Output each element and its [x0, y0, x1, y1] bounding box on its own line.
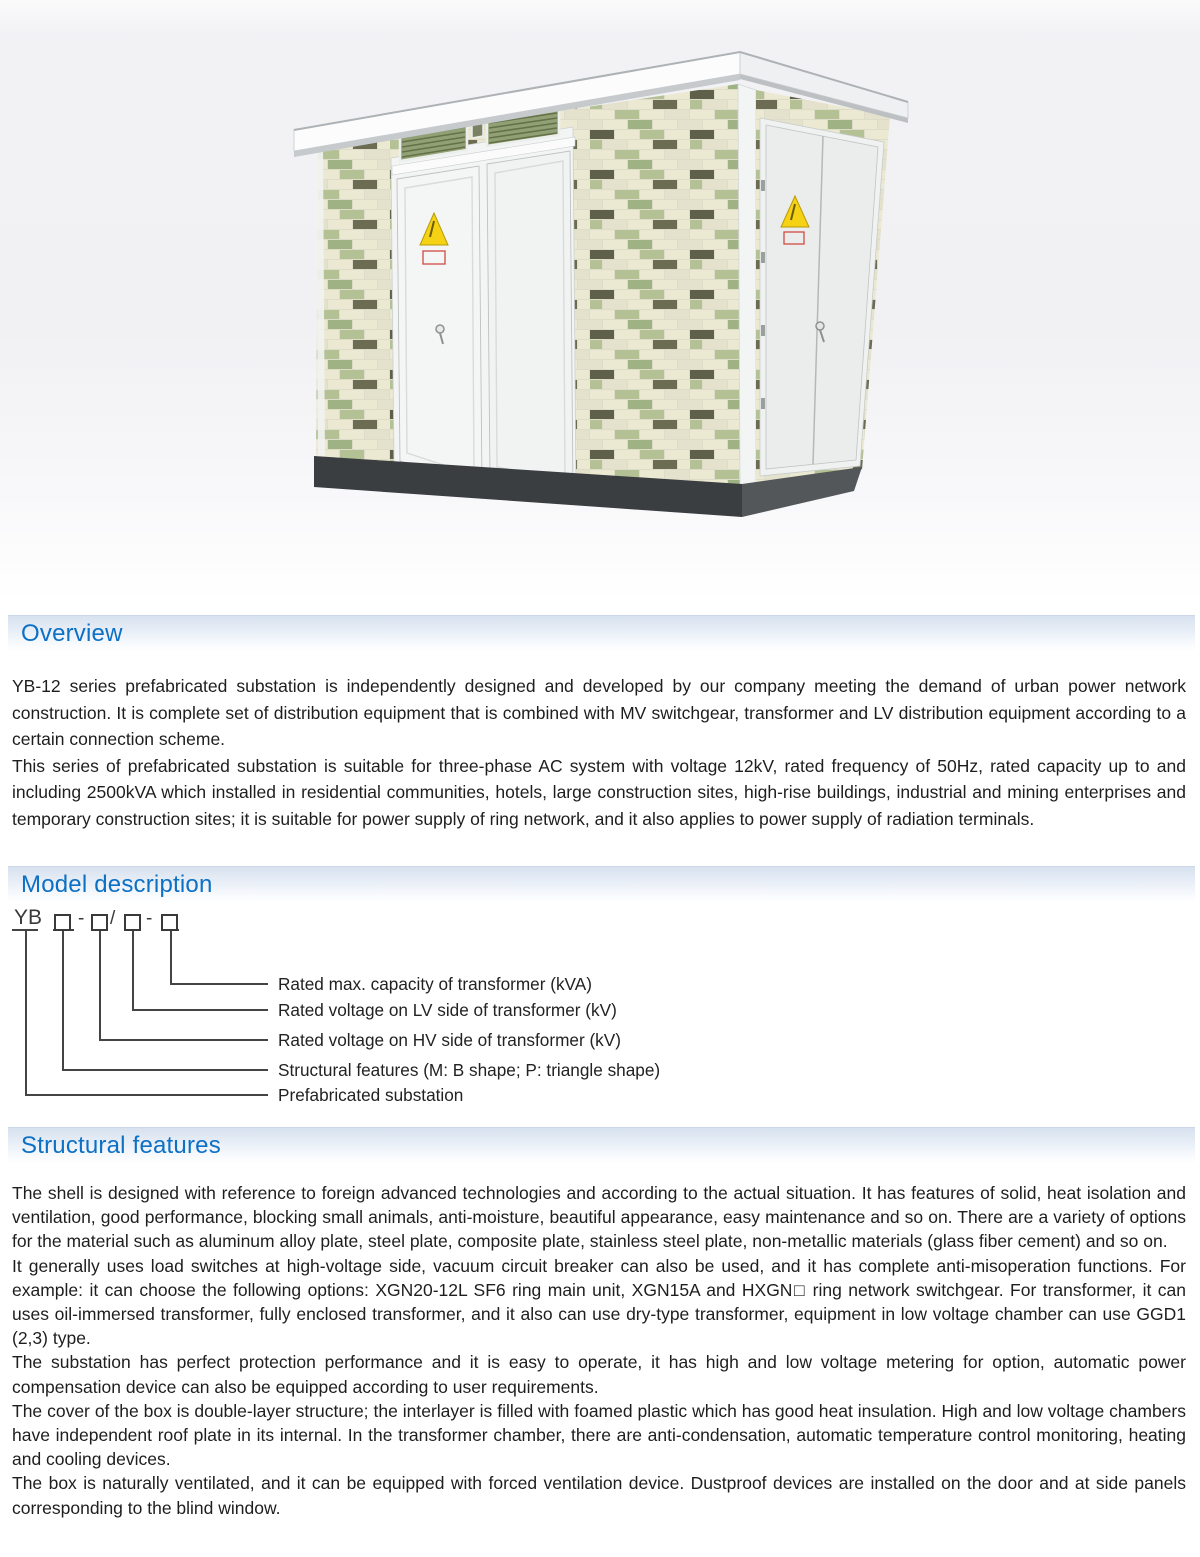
hinge	[761, 180, 765, 191]
section-band-structural	[8, 1127, 1195, 1164]
hero-section	[0, 0, 1200, 600]
model-code-box-2	[91, 914, 108, 931]
model-code-box-3	[124, 914, 141, 931]
structural-paragraph-4: The cover of the box is double-layer structure; the interlayer is filled with foamed plastic which has good heat insulation. High and low voltage chambers have independent roof plate in its internal. In the transformer chamber, there are anti-condensation, automatic temperature control monitoring, heating and cooling devices.	[12, 1400, 1186, 1470]
front-door-right	[487, 151, 573, 491]
model-diagram	[0, 903, 780, 1131]
diagram-label-lv-voltage: Rated voltage on LV side of transformer (kV)	[278, 1000, 617, 1020]
section-title-overview: Overview	[21, 620, 123, 647]
section-title-structural: Structural features	[21, 1132, 221, 1159]
model-code-box-4	[161, 914, 178, 931]
hinge	[761, 398, 765, 409]
diagram-label-prefabricated-substation: Prefabricated substation	[278, 1085, 464, 1105]
corner-trim	[738, 84, 756, 486]
model-code-box-1	[54, 914, 71, 931]
substation-illustration	[290, 30, 910, 530]
section-title-model: Model description	[21, 871, 213, 898]
model-code-separator-3: -	[146, 908, 153, 929]
diagram-label-structural-features: Structural features (M: B shape; P: triangle shape)	[278, 1060, 661, 1080]
section-band-overview	[8, 615, 1195, 652]
structural-copy	[12, 1181, 1186, 1520]
model-code-separator-2: /	[110, 908, 116, 929]
diagram-label-hv-voltage: Rated voltage on HV side of transformer (kV)	[278, 1030, 621, 1050]
structural-paragraph-5: The box is naturally ventilated, and it can be equipped with forced ventilation device. Dustproof devices are installed on the door and at side panels corresponding to the blind window.	[12, 1473, 1186, 1518]
structural-paragraph-2: It generally uses load switches at high-voltage side, vacuum circuit breaker can also be used, and it has complete anti-misoperation functions. For example: it can choose the following options: XGN20-12L SF6 ring main unit, XGN15A and HXGN□ ring network switchgear. For transformer, it can uses oil-immersed transformer, fully enclosed transformer, and it also can use dry-type transformer, equipment in low voltage chamber can use GGD1 (2,3) type.	[12, 1255, 1186, 1349]
hinge	[761, 325, 765, 336]
hinge	[761, 252, 765, 263]
front-door-assembly	[391, 108, 576, 494]
structural-paragraph-3: The substation has perfect protection performance and it is easy to operate, it has high and low voltage metering for option, automatic power compensation device can also be equipped according to user requirements.	[12, 1352, 1186, 1397]
overview-paragraph-2: This series of prefabricated substation is suitable for three-phase AC system with voltage 12kV, rated frequency of 50Hz, rated capacity up to and including 2500kVA which installed in residential communities, hotels, large construction sites, high-rise buildings, industrial and mining enterprises and temporary construction sites; it is suitable for power supply of ring network, and it also applies to power supply of radiation terminals.	[12, 755, 1186, 829]
model-code-prefix: YB	[14, 906, 43, 929]
model-code-separator-1: -	[78, 908, 85, 929]
overview-paragraph-1: YB-12 series prefabricated substation is independently designed and developed by our company meeting the demand of urban power network construction. It is complete set of distribution equipment that is combined with MV switchgear, transformer and LV distribution equipment according to a certain connection scheme.	[12, 676, 1186, 749]
diagram-label-capacity: Rated max. capacity of transformer (kVA)	[278, 974, 592, 994]
section-band-model	[8, 866, 1195, 903]
overview-copy	[12, 673, 1186, 832]
structural-paragraph-1: The shell is designed with reference to foreign advanced technologies and according to the actual situation. It has features of solid, heat isolation and ventilation, good performance, blocking small animals, anti-moisture, beautiful appearance, easy maintenance and so on. There are a variety of options for the material such as aluminum alloy plate, steel plate, composite plate, stainless steel plate, non-metallic materials (glass fiber cement) and so on.	[12, 1183, 1186, 1252]
